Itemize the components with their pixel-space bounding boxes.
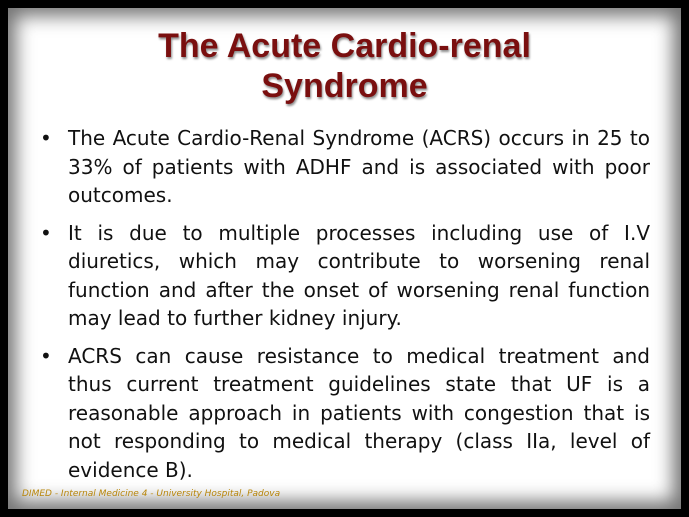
bullet-dot-icon: •	[40, 343, 52, 368]
slide-title	[8, 26, 681, 106]
bullet-item	[36, 342, 650, 485]
bullet-dot-icon: •	[40, 220, 52, 245]
bullet-item	[36, 219, 650, 333]
slide	[8, 8, 681, 509]
bullet-text: The Acute Cardio-Renal Syndrome (ACRS) occurs in 25 to 33% of patients with ADHF and is associated with poor outcomes.	[68, 126, 650, 207]
slide-title-line-1: The Acute Cardio-renal	[158, 27, 531, 65]
bullet-list	[36, 124, 650, 493]
bullet-text: ACRS can cause resistance to medical treatment and thus current treatment guidelines state that UF is a reasonable approach in patients with congestion that is not responding to medical therapy (class IIa, level of evidence B).	[68, 343, 650, 482]
slide-title-line-2: Syndrome	[261, 67, 428, 105]
slide-footer: DIMED - Internal Medicine 4 - University Hospital, Padova	[22, 489, 281, 499]
bullet-dot-icon: •	[40, 126, 52, 150]
bullet-text: It is due to multiple processes including use of I.V diuretics, which may contribute to worsening renal function and after the onset of worsening renal function may lead to further kidney injury.	[68, 220, 650, 330]
bullet-item	[36, 124, 650, 210]
